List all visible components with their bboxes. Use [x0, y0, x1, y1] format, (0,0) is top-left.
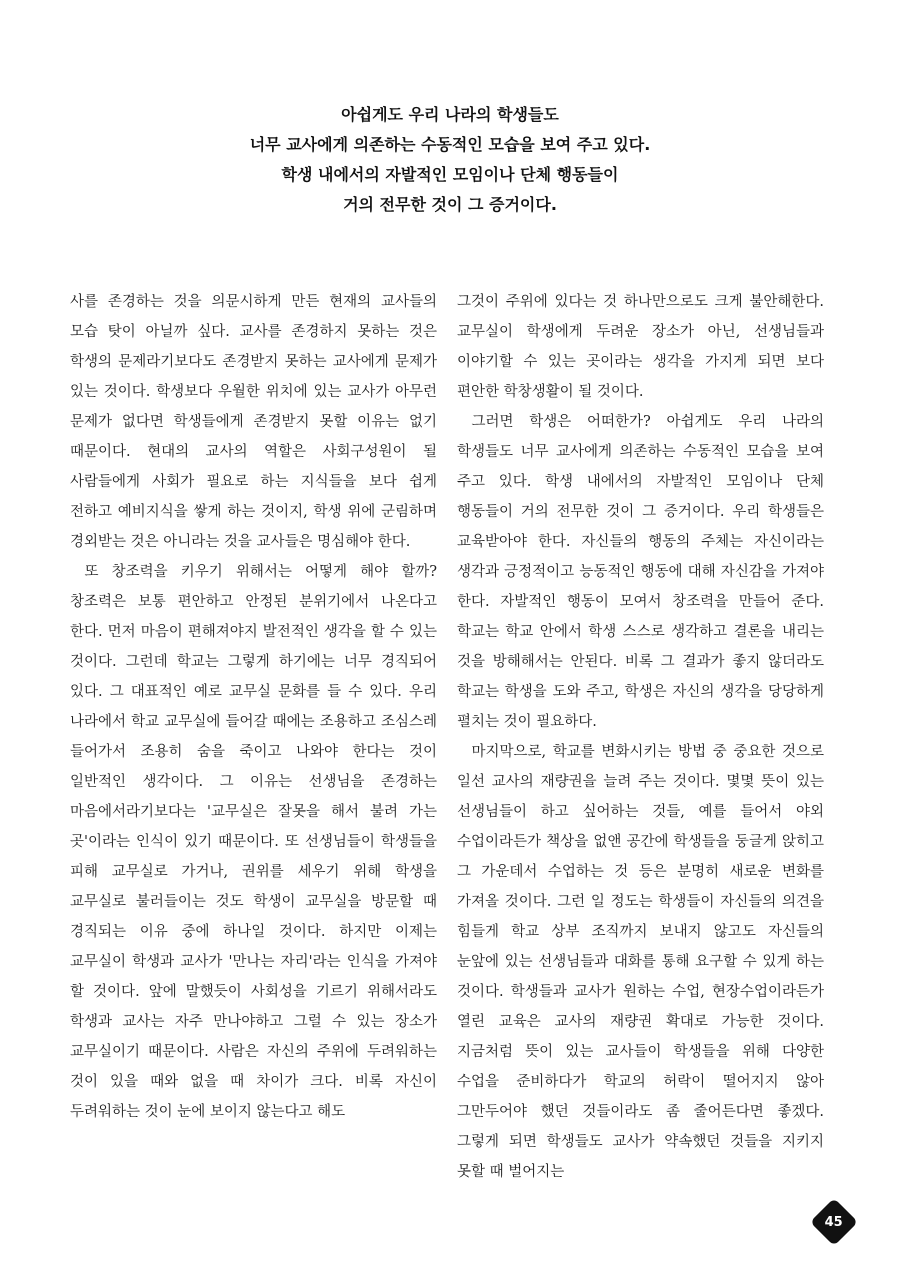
- left-paragraph-1: 사를 존경하는 것을 의문시하게 만든 현재의 교사들의 모습 탓이 아닐까 싶다. 교사를 존경하지 못하는 것은 학생의 문제라기보다도 존경받지 못하는 교사에게 문제가 있는 것이다. 학생보다 우월한 위치에 있는 교사가 아무런 문제가 없다면 학생들에게 존경받지 못할 이유는 없기 때문이다. 현대의 교사의 역할은 사회구성원이 될 사람들에게 사회가 필요로 하는 지식들을 보다 쉽게 전하고 예비지식을 쌓게 하는 것이지, 학생 위에 군림하며 경외받는 것은 아니라는 것을 교사들은 명심해야 한다.: [70, 294, 437, 550]
- pull-quote-line-1: 아쉽게도 우리 나라의 학생들도: [341, 105, 559, 124]
- pull-quote-line-4: 거의 전무한 것이 그 증거이다.: [343, 195, 557, 214]
- left-column: [70, 287, 437, 1127]
- right-paragraph-3: 마지막으로, 학교를 변화시키는 방법 중 중요한 것으로 일선 교사의 재량권을 늘려 주는 것이다. 몇몇 뜻이 있는 선생님들이 하고 싶어하는 것들, 예를 들어서 야외 수업이라든가 책상을 없앤 공간에 학생들을 둥글게 앉히고 그 가운데서 수업하는 것 등은 분명히 새로운 변화를 가져올 것이다. 그런 일 정도는 학생들이 자신들의 의견을 힘들게 학교 상부 조직까지 보내지 않고도 자신들의 눈앞에 있는 선생님들과 대화를 통해 요구할 수 있게 하는 것이다. 학생들과 교사가 원하는 수업, 현장수업이라든가 열린 교육은 교사의 재량권 확대로 가능한 것이다. 지금처럼 뜻이 있는 교사들이 학생들을 위해 다양한 수업을 준비하다가 학교의 허락이 떨어지지 않아 그만두어야 했던 것들이라도 좀 줄어든다면 좋겠다. 그렇게 되면 학생들도 교사가 약속했던 것들을 지키지 못할 때 벌어지는: [457, 744, 824, 1180]
- pull-quote: [150, 100, 750, 220]
- right-paragraph-2: 그러면 학생은 어떠한가? 아쉽게도 우리 나라의 학생들도 너무 교사에게 의존하는 수동적인 모습을 보여 주고 있다. 학생 내에서의 자발적인 모임이나 단체 행동들이 거의 전무한 것이 그 증거이다. 우리 학생들은 교육받아야 한다. 자신들의 행동의 주체는 자신이라는 생각과 긍정적이고 능동적인 행동에 대해 자신감을 가져야 한다. 자발적인 행동이 모여서 창조력을 만들어 준다. 학교는 학교 안에서 학생 스스로 생각하고 결론을 내리는 것을 방해해서는 안된다. 비록 그 결과가 좋지 않더라도 학교는 학생을 도와 주고, 학생은 자신의 생각을 당당하게 펼치는 것이 필요하다.: [457, 414, 824, 730]
- right-paragraph-1: 그것이 주위에 있다는 것 하나만으로도 크게 불안해한다. 교무실이 학생에게 두려운 장소가 아닌, 선생님들과 이야기할 수 있는 곳이라는 생각을 가지게 되면 보다 편안한 학창생활이 될 것이다.: [457, 294, 824, 400]
- right-column: [457, 287, 824, 1187]
- left-paragraph-2: 또 창조력을 키우기 위해서는 어떻게 해야 할까? 창조력은 보통 편안하고 안정된 분위기에서 나온다고 한다. 먼저 마음이 편해져야지 발전적인 생각을 할 수 있는 것이다. 그런데 학교는 그렇게 하기에는 너무 경직되어 있다. 그 대표적인 예로 교무실 문화를 들 수 있다. 우리 나라에서 학교 교무실에 들어갈 때에는 조용하고 조심스레 들어가서 조용히 숨을 죽이고 나와야 한다는 것이 일반적인 생각이다. 그 이유는 선생님을 존경하는 마음에서라기보다는 '교무실은 잘못을 해서 불려 가는 곳'이라는 인식이 있기 때문이다. 또 선생님들이 학생들을 피해 교무실로 가거나, 권위를 세우기 위해 학생을 교무실로 불러들이는 것도 학생이 교무실을 방문할 때 경직되는 이유 중에 하나일 것이다. 하지만 이제는 교무실이 학생과 교사가 '만나는 자리'라는 인식을 가져야 할 것이다. 앞에 말했듯이 사회성을 기르기 위해서라도 학생과 교사는 자주 만나야하고 그럴 수 있는 장소가 교무실이기 때문이다. 사람은 자신의 주위에 두려워하는 것이 있을 때와 없을 때 차이가 크다. 비록 자신이 두려워하는 것이 눈에 보이지 않는다고 해도: [70, 564, 437, 1120]
- pull-quote-line-2: 너무 교사에게 의존하는 수동적인 모습을 보여 주고 있다.: [249, 135, 651, 154]
- page-number-badge: [810, 1198, 858, 1246]
- page-number: 45: [824, 1214, 844, 1230]
- pull-quote-line-3: 학생 내에서의 자발적인 모임이나 단체 행동들이: [281, 165, 619, 184]
